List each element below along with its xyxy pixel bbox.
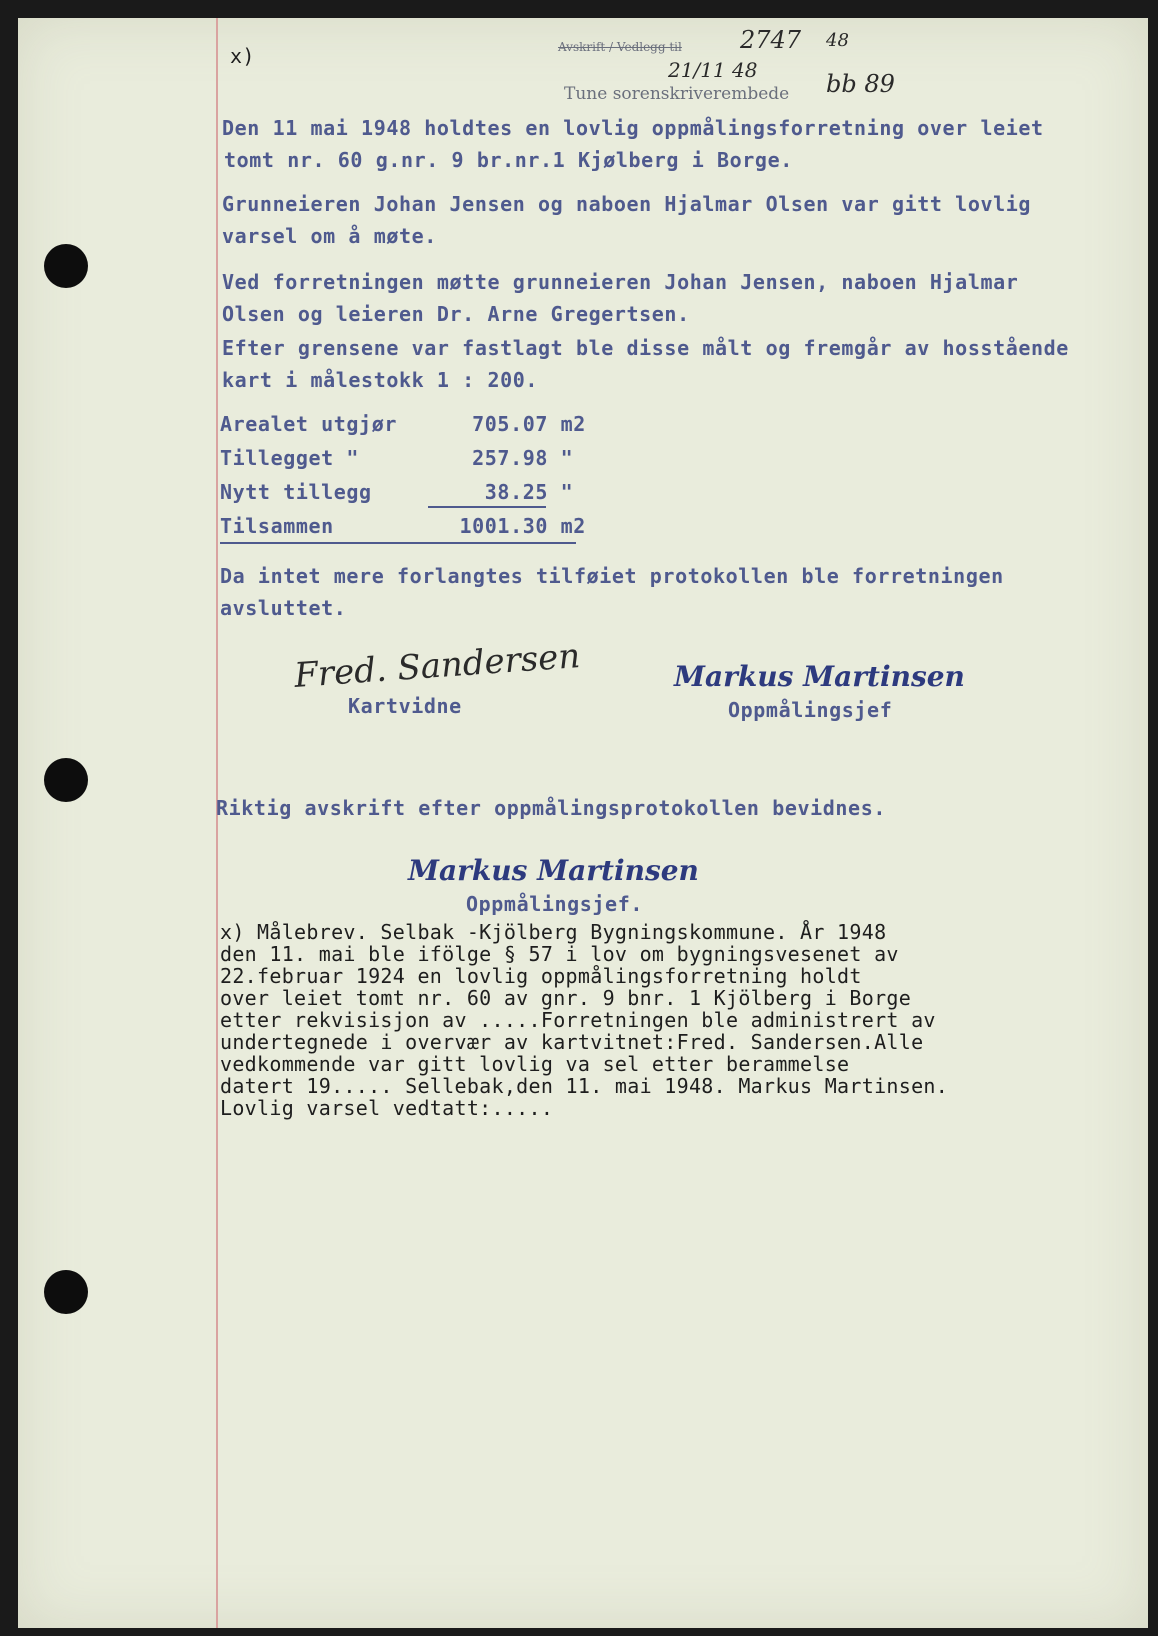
para3-line1: Ved forretningen møtte grunneieren Johan Jensen, naboen Hjalmar (222, 270, 1019, 294)
area-label: Tillegget " (220, 446, 360, 470)
margin-line (216, 18, 218, 1628)
area-unit: m2 (560, 412, 586, 436)
stamp-year-note: 48 (826, 30, 849, 51)
para4-line1: Da intet mere forlangtes tilføiet protokollen ble forretningen (220, 564, 1004, 588)
footnote-line8: datert 19..... Sellebak,den 11. mai 1948. Markus Martinsen. (220, 1074, 949, 1098)
area-label: Arealet utgjør (220, 412, 397, 436)
punch-hole-top (44, 244, 88, 288)
para1-line2: tomt nr. 60 g.nr. 9 br.nr.1 Kjølberg i Borge. (224, 148, 793, 172)
subtotal-rule (428, 506, 546, 508)
para3-line2: Olsen og leieren Dr. Arne Gregertsen. (222, 302, 690, 326)
stamp-date: 21/11 48 (668, 58, 758, 82)
area-row-total (220, 514, 586, 538)
area-unit: m2 (560, 514, 586, 538)
footnote-line4: over leiet tomt nr. 60 av gnr. 9 bnr. 1 Kjölberg i Borge (220, 986, 912, 1010)
punch-hole-bottom (44, 1270, 88, 1314)
area-label: Nytt tillegg (220, 480, 372, 504)
stamp-office: Tune sorenskriverembede (564, 84, 790, 104)
para2-line2: varsel om å møte. (222, 224, 437, 248)
area-row-2 (220, 446, 573, 470)
footnote-line7: vedkommende var gitt lovlig va sel etter berammelse (220, 1052, 850, 1076)
area-unit: " (560, 446, 574, 470)
para3-line4: kart i målestokk 1 : 200. (222, 368, 539, 392)
certification-signature: Markus Martinsen (408, 854, 699, 887)
certification-text: Riktig avskrift efter oppmålingsprotokollen bevidnes. (216, 796, 886, 820)
signature-right: Markus Martinsen (674, 660, 965, 693)
area-unit: " (560, 480, 574, 504)
footnote-line1: x) Målebrev. Selbak -Kjölberg Bygningskommune. År 1948 (220, 920, 887, 944)
area-value: 257.98 (472, 446, 548, 470)
footnote-line6: undertegnede i overvær av kartvitnet:Fred. Sandersen.Alle (220, 1030, 924, 1054)
area-value: 705.07 (472, 412, 548, 436)
stamp-initials: bb 89 (826, 70, 895, 98)
footnote-line5: etter rekvisisjon av .....Forretningen ble administrert av (220, 1008, 936, 1032)
footnote-line9: Lovlig varsel vedtatt:..... (220, 1096, 554, 1120)
punch-hole-middle (44, 758, 88, 802)
stamp-top-line: Avskrift / Vedlegg til (558, 40, 682, 54)
document-page (18, 18, 1148, 1628)
area-row-3 (220, 480, 573, 504)
para1-line1: Den 11 mai 1948 holdtes en lovlig oppmålingsforretning over leiet (222, 116, 1044, 140)
signature-left: Fred. Sandersen (292, 636, 582, 696)
certification-title: Oppmålingsjef. (466, 892, 643, 916)
page-marker: x) (230, 44, 255, 68)
signature-right-title: Oppmålingsjef (728, 698, 893, 722)
area-value: 1001.30 (459, 514, 548, 538)
footnote-line2: den 11. mai ble ifölge § 57 i lov om bygningsvesenet av (220, 942, 899, 966)
area-label: Tilsammen (220, 514, 334, 538)
para3-line3: Efter grensene var fastlagt ble disse målt og fremgår av hosstående (222, 336, 1069, 360)
para4-line2: avsluttet. (220, 596, 347, 620)
area-value: 38.25 (484, 480, 548, 504)
para2-line1: Grunneieren Johan Jensen og naboen Hjalmar Olsen var gitt lovlig (222, 192, 1032, 216)
area-row-1 (220, 412, 586, 436)
total-rule (220, 542, 576, 544)
stamp-number: 2747 (740, 26, 802, 54)
signature-left-title: Kartvidne (348, 694, 462, 718)
footnote-line3: 22.februar 1924 en lovlig oppmålingsforretning holdt (220, 964, 862, 988)
